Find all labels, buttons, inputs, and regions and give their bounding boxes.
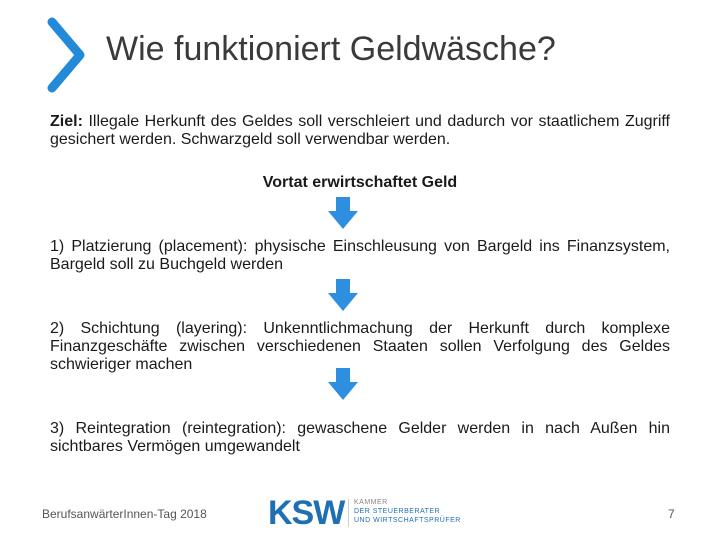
step-layering: 2) Schichtung (layering): Unkenntlichmachung der Herkunft durch komplexe Finanzgeschäfte zwischen verschiedenen Staaten sollen Verfolgung des Geldes schwieriger machen (50, 320, 670, 373)
logo-line-1: KAMMER (354, 499, 388, 506)
goal-text: Illegale Herkunft des Geldes soll verschleiert und dadurch vor staatlichem Zugriff gesichert werden. Schwarzgeld soll verwendbar werden. (50, 113, 670, 148)
page-title: Wie funktioniert Geldwäsche? (106, 30, 556, 68)
step-placement: 1) Platzierung (placement): physische Einschleusung von Bargeld ins Finanzsystem, Bargeld soll zu Buchgeld werden (50, 238, 670, 273)
footer-event-label: BerufsanwärterInnen-Tag 2018 (42, 507, 207, 521)
goal-label: Ziel: (50, 113, 83, 130)
arrow-down-icon (328, 279, 358, 311)
arrow-down-icon (328, 197, 358, 229)
logo-line-2: DER STEUERBERATER (354, 508, 441, 515)
page-number: 7 (668, 507, 675, 521)
predicate-offense-heading: Vortat erwirtschaftet Geld (262, 174, 458, 191)
goal-paragraph (50, 113, 670, 149)
ksw-logo (268, 494, 461, 532)
logo-divider (348, 499, 349, 527)
logo-mark: KSW (268, 494, 345, 532)
arrow-down-icon (328, 368, 358, 400)
step-reintegration: 3) Reintegration (reintegration): gewaschene Gelder werden in nach Außen hin sichtbares Vermögen umgewandelt (50, 420, 670, 455)
logo-line-3: UND WIRTSCHAFTSPRÜFER (354, 517, 461, 524)
chevron-right-icon (44, 16, 88, 94)
logo-text (354, 498, 461, 525)
